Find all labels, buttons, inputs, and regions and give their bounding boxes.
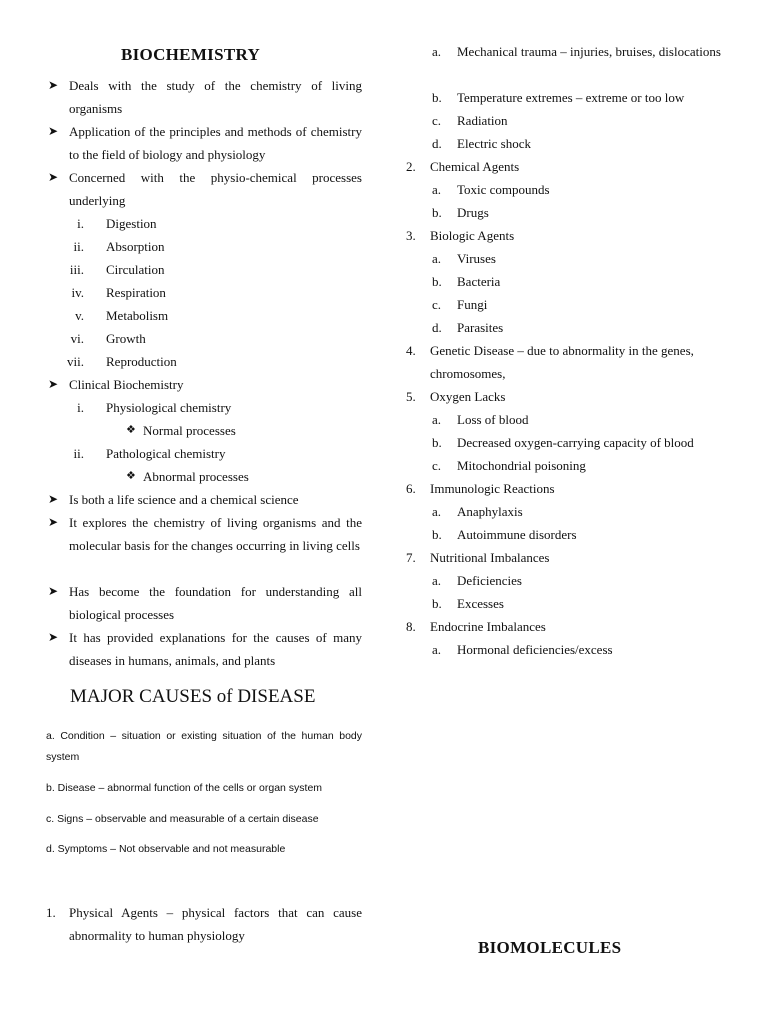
process-item: Circulation [106,262,165,277]
cause-number: 1. [46,905,56,920]
cause-number: 5. [406,389,416,404]
bullet-text: Is both a life science and a chemical science [69,492,299,507]
cause-number: 8. [406,619,416,634]
sub-item: Parasites [457,320,504,335]
sub-item: Mechanical trauma – injuries, bruises, dislocations [457,44,721,59]
roman-numeral: ii. [73,446,84,461]
roman-numeral: i. [77,400,84,415]
definition-disease: b. Disease – abnormal function of the cells or organ system [46,782,323,794]
bullet-text: Deals with the study of the chemistry of living organisms [69,78,362,116]
clinical-subitem: Normal processes [143,423,236,438]
cause-item: Nutritional Imbalances [430,550,550,565]
roman-numeral: iii. [69,262,84,277]
roman-numeral: iv. [71,285,84,300]
diamond-bullet-icon: ❖ [126,424,136,436]
process-item: Reproduction [106,354,177,369]
cause-number: 3. [406,228,416,243]
sub-letter: c. [432,297,442,312]
sub-letter: a. [432,182,442,197]
sub-letter: d. [432,136,442,151]
cause-item: Genetic Disease – due to abnormality in the genes, [430,343,694,358]
sub-item: Fungi [457,297,488,312]
clinical-subitem: Abnormal processes [143,469,249,484]
sub-item: Toxic compounds [457,182,550,197]
bullet-text: It explores the chemistry of living organisms and the molecular basis for the changes occurring in living cells [69,515,362,553]
arrow-bullet-icon: ➤ [48,124,59,138]
sub-letter: a. [432,642,442,657]
bullet-text: Has become the foundation for understanding all biological processes [69,584,362,622]
cause-number: 2. [406,159,416,174]
sub-item: Electric shock [457,136,531,151]
sub-letter: a. [432,44,442,59]
cause-item: Oxygen Lacks [430,389,506,404]
diamond-bullet-icon: ❖ [126,470,136,482]
bullet-text: Concerned with the physio-chemical processes underlying [69,170,362,208]
sub-letter: b. [432,90,442,105]
clinical-item: Physiological chemistry [106,400,232,415]
sub-letter: a. [432,251,442,266]
sub-item: Temperature extremes – extreme or too low [457,90,685,105]
definition-signs: c. Signs – observable and measurable of a certain disease [46,813,319,825]
arrow-bullet-icon: ➤ [48,630,59,644]
arrow-bullet-icon: ➤ [48,515,59,529]
sub-letter: d. [432,320,442,335]
clinical-item: Pathological chemistry [106,446,226,461]
roman-numeral: ii. [73,239,84,254]
arrow-bullet-icon: ➤ [48,492,59,506]
sub-item: Viruses [457,251,496,266]
cause-item: Chemical Agents [430,159,520,174]
biomolecules-title: BIOMOLECULES [478,938,622,957]
sub-letter: c. [432,458,442,473]
sub-item: Hormonal deficiencies/excess [457,642,613,657]
sub-item: Decreased oxygen-carrying capacity of blood [457,435,694,450]
sub-letter: b. [432,527,442,542]
definition-symptoms: d. Symptoms – Not observable and not measurable [46,843,286,855]
sub-letter: b. [432,596,442,611]
roman-numeral: vii. [67,354,84,369]
arrow-bullet-icon: ➤ [48,170,59,184]
cause-physical-agents: Physical Agents – physical factors that can cause abnormality to human physiology [69,905,362,943]
bullet-text: It has provided explanations for the causes of many diseases in humans, animals, and plants [69,630,362,668]
arrow-bullet-icon: ➤ [48,78,59,92]
cause-number: 6. [406,481,416,496]
biochemistry-title: BIOCHEMISTRY [121,45,261,64]
cause-item-continued: chromosomes, [430,366,506,381]
definition-condition: a. Condition – situation or existing situation of the human body system [46,730,362,763]
sub-item: Excesses [457,596,504,611]
sub-item: Autoimmune disorders [457,527,577,542]
cause-item: Endocrine Imbalances [430,619,546,634]
sub-letter: a. [432,573,442,588]
process-item: Absorption [106,239,165,254]
sub-letter: c. [432,113,442,128]
sub-letter: b. [432,205,442,220]
roman-numeral: i. [77,216,84,231]
bullet-text: Application of the principles and methods of chemistry to the field of biology and physiology [69,124,362,162]
arrow-bullet-icon: ➤ [48,377,59,391]
process-item: Respiration [106,285,166,300]
process-item: Growth [106,331,146,346]
cause-item: Biologic Agents [430,228,515,243]
sub-item: Radiation [457,113,508,128]
sub-item: Deficiencies [457,573,522,588]
sub-item: Bacteria [457,274,501,289]
sub-item: Anaphylaxis [457,504,523,519]
sub-item: Mitochondrial poisoning [457,458,586,473]
sub-letter: b. [432,435,442,450]
sub-letter: b. [432,274,442,289]
roman-numeral: v. [75,308,84,323]
cause-number: 4. [406,343,416,358]
sub-letter: a. [432,504,442,519]
process-item: Digestion [106,216,157,231]
major-causes-title: MAJOR CAUSES of DISEASE [70,686,316,707]
cause-item: Immunologic Reactions [430,481,555,496]
cause-number: 7. [406,550,416,565]
roman-numeral: vi. [70,331,84,346]
sub-item: Drugs [457,205,489,220]
process-item: Metabolism [106,308,169,323]
clinical-biochemistry-label: Clinical Biochemistry [69,377,184,392]
sub-item: Loss of blood [457,412,529,427]
arrow-bullet-icon: ➤ [48,584,59,598]
sub-letter: a. [432,412,442,427]
